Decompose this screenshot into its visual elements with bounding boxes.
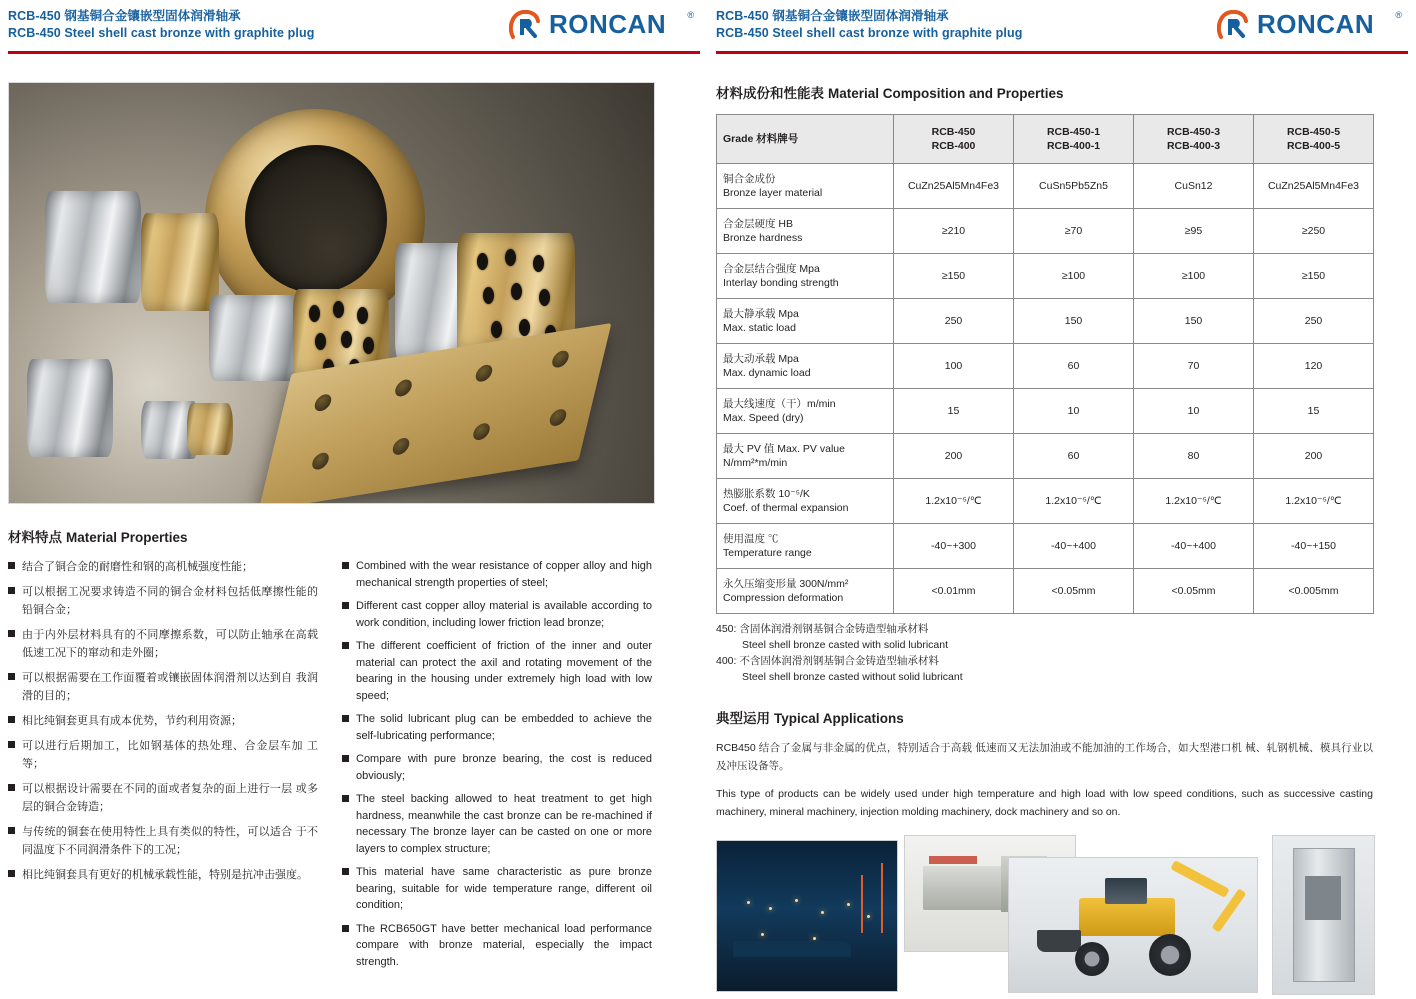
table-row [717,209,1374,254]
row-value: -40~+400 [1134,524,1254,569]
bullet-cn: 相比纯铜套更具有成本优势，节约利用资源； [8,712,318,730]
composition-heading-cn: 材料成份和性能表 [716,86,824,101]
header-rule-left [8,51,700,54]
row-label-cn: 永久压缩变形量 300N/mm² [723,578,849,590]
row-value: 15 [894,389,1014,434]
table-row [717,164,1374,209]
applications-text-cn: RCB450 结合了金属与非金属的优点，特别适合于高载 低速而又无法加油或不能加油的工作场合，如大型港口机 械、轧钢机械、模具行业以及冲压设备等。 [716,742,1373,772]
row-label [717,164,894,209]
row-label-cn: 最大动承载 Mpa [723,353,799,365]
table-row [717,434,1374,479]
bullet-cn: 与传统的铜套在使用特性上具有类似的特性，可以适合 于不同温度下不同润滑条件下的工况； [8,823,318,859]
registered-trademark-icon: ® [687,10,694,20]
row-value: 200 [894,434,1014,479]
row-value: 15 [1254,389,1374,434]
row-label [717,254,894,299]
row-value: -40~+300 [894,524,1014,569]
properties-column-en [342,558,652,977]
table-header-row [717,115,1374,164]
loader-wheel-front [1075,942,1109,976]
loader-boom [1170,860,1229,898]
ship-hull [733,941,851,957]
row-label-en: Interlay bonding strength [723,277,839,289]
row-label-en: Bronze hardness [723,232,803,244]
row-label [717,389,894,434]
bullet-cn: 由于内外层材料具有的不同摩擦系数，可以防止轴承在高载低速工况下的窜动和走外圈； [8,626,318,662]
table-header-col-3 [1134,115,1254,164]
bullet-cn: 可以根据工况要求铸造不同的铜合金材料包括低摩擦性能的铅铜合金； [8,583,318,619]
right-header-titles [716,8,1022,42]
material-composition-table [716,114,1374,614]
bullet-cn: 结合了铜合金的耐磨性和钢的高机械强度性能； [8,558,318,576]
bullet-en: The steel backing allowed to heat treatment to get high hardness, meanwhile the cast bronze can be re-machined if necessary The bronze layer can be casted on one or more layers to complex structure; [342,791,652,857]
col1-line2: RCB-400 [931,140,976,152]
material-table-wrap [716,114,1408,614]
row-label-en: Coef. of thermal expansion [723,502,849,514]
material-properties-heading-en: Material Properties [66,530,188,545]
bullet-en: Different cast copper alloy material is available according to work condition, including lower friction lead bronze; [342,598,652,631]
row-value: -40~+400 [1014,524,1134,569]
loader-wheel-rear [1149,934,1191,976]
table-row [717,479,1374,524]
row-label-en: Bronze layer material [723,187,823,199]
row-label-en: Max. static load [723,322,796,334]
row-value: ≥150 [894,254,1014,299]
machine-label [929,856,977,864]
bullet-cn: 相比纯铜套具有更好的机械承载性能，特别是抗冲击强度。 [8,866,318,884]
loader-cab [1105,878,1147,904]
row-value: ≥100 [1134,254,1254,299]
row-label-cn: 使用温度 ℃ [723,533,779,545]
bullet-cn: 可以进行后期加工，比如钢基体的热处理、合金层车加 工等； [8,737,318,773]
col2-line1: RCB-450-1 [1046,126,1101,138]
row-value: 1.2x10⁻⁵/℃ [894,479,1014,524]
material-properties-heading-cn: 材料特点 [8,530,62,545]
row-value: 100 [894,344,1014,389]
table-header-col-1 [894,115,1014,164]
row-value: ≥95 [1134,209,1254,254]
row-value: <0.01mm [894,569,1014,614]
table-header-col-4 [1254,115,1374,164]
bullet-en: Combined with the wear resistance of copper alloy and high mechanical strength properties of steel; [342,558,652,591]
col4-line1: RCB-450-5 [1286,126,1341,138]
row-value: 60 [1014,434,1134,479]
left-header [8,0,700,52]
right-title-cn: RCB-450 钢基铜合金镶嵌型固体润滑轴承 [716,9,949,23]
row-label [717,524,894,569]
product-photo [8,82,655,504]
table-row [717,344,1374,389]
header-rule-right [716,51,1408,54]
row-value: 1.2x10⁻⁵/℃ [1254,479,1374,524]
row-value: 250 [1254,299,1374,344]
registered-trademark-icon: ® [1395,10,1402,20]
logo-left [509,8,694,44]
table-row [717,299,1374,344]
row-value: 200 [1254,434,1374,479]
row-label-cn: 最大 PV 值 Max. PV value [723,443,845,455]
row-value: 120 [1254,344,1374,389]
row-value: 60 [1014,344,1134,389]
row-label [717,299,894,344]
bullet-cn: 可以根据需要在工作面覆着或镶嵌固体润滑剂以达到自 我润滑的目的； [8,669,318,705]
logo-wordmark: RONCAN [1257,9,1375,39]
logo-wordmark: RONCAN [549,9,667,39]
row-value: <0.005mm [1254,569,1374,614]
row-value: ≥210 [894,209,1014,254]
bullet-en: The solid lubricant plug can be embedded to achieve the self-lubricating performance; [342,711,652,744]
col4-line2: RCB-400-5 [1286,140,1341,152]
bronze-bushing-1 [141,213,219,311]
bullet-en: The RCB650GT have better mechanical load performance compare with bronze material, especially the impact strength. [342,921,652,971]
row-value: 150 [1134,299,1254,344]
row-value: CuZn25Al5Mn4Fe3 [1254,164,1374,209]
properties-column-cn [8,558,318,977]
application-photos [716,835,1373,995]
row-label-cn: 热膨胀系数 10⁻⁵/K [723,488,810,500]
steel-bushing-2 [209,295,301,381]
col3-line2: RCB-400-3 [1166,140,1221,152]
power-press-machine-photo [1272,835,1375,995]
row-label [717,434,894,479]
applications-heading-cn: 典型运用 [716,711,770,726]
right-page [708,0,1416,999]
row-value: 70 [1134,344,1254,389]
applications-heading [716,707,1408,727]
applications-heading-en: Typical Applications [774,711,904,726]
logo-right [1217,8,1402,44]
port-terminal-photo [716,840,898,992]
crane-mast-2 [861,875,863,933]
note-line: Steel shell bronze casted without solid lubricant [742,671,963,683]
bronze-ring-bore [245,145,387,293]
properties-columns [8,558,700,977]
col3-line1: RCB-450-3 [1166,126,1221,138]
row-value: 150 [1014,299,1134,344]
loader-dipper [1212,888,1247,932]
material-properties-heading [8,526,700,546]
table-row [717,569,1374,614]
composition-heading [716,82,1408,102]
row-label [717,569,894,614]
row-value: -40~+150 [1254,524,1374,569]
table-row [717,524,1374,569]
note-line: 400: 不含固体润滑剂钢基铜合金铸造型轴承材料 [716,655,939,667]
port-lights [717,841,897,991]
applications-text-en: This type of products can be widely used under high temperature and high load with low speed conditions, such as successive casting machinery, mineral machinery, injection molding machinery, dock machinery and so on. [716,788,1373,818]
row-value: ≥100 [1014,254,1134,299]
steel-bushing-4 [27,359,113,457]
table-header-grade: Grade 材料牌号 [717,115,894,164]
right-header [716,0,1408,52]
row-value: ≥250 [1254,209,1374,254]
roncan-logo-icon [509,10,543,40]
row-label-cn: 最大静承载 Mpa [723,308,799,320]
row-label-cn: 最大线速度（干）m/min [723,398,836,410]
row-label-en: N/mm²*m/min [723,457,788,469]
table-row [717,254,1374,299]
row-value: CuZn25Al5Mn4Fe3 [894,164,1014,209]
bullet-cn: 可以根据设计需要在不同的面或者复杂的面上进行一层 或多层的铜合金铸造； [8,780,318,816]
bronze-bushing-4 [187,403,233,455]
left-title-en: RCB-450 Steel shell cast bronze with graphite plug [8,26,315,40]
press-window [1305,876,1341,920]
note-line: 450: 含固体润滑剂钢基铜合金铸造型轴承材料 [716,623,929,635]
row-label-cn: 合金层硬度 HB [723,218,794,230]
row-value: 1.2x10⁻⁵/℃ [1134,479,1254,524]
row-value: ≥150 [1254,254,1374,299]
backhoe-loader-photo [1008,857,1258,993]
bullet-en: This material have same characteristic as pure bronze bearing, suitable for wide temperature range, different oil condition; [342,864,652,914]
table-row [717,389,1374,434]
col2-line2: RCB-400-1 [1046,140,1101,152]
row-value: 80 [1134,434,1254,479]
steel-bushing-1 [45,191,141,303]
table-header-col-2 [1014,115,1134,164]
row-label [717,209,894,254]
composition-heading-en: Material Composition and Properties [828,86,1064,101]
row-label-cn: 铜合金成份 [723,173,776,185]
bullet-en: The different coefficient of friction of the inner and outer material can protect the axil and rotating movement of the bearing in the housing under extremely high load with low speed; [342,638,652,704]
row-value: <0.05mm [1014,569,1134,614]
row-value: 10 [1014,389,1134,434]
bullet-en: Compare with pure bronze bearing, the cost is reduced obviously; [342,751,652,784]
table-notes [716,621,1408,685]
left-title-cn: RCB-450 钢基铜合金镶嵌型固体润滑轴承 [8,9,241,23]
row-value: 10 [1134,389,1254,434]
row-label-cn: 合金层结合强度 Mpa [723,263,820,275]
row-value: 1.2x10⁻⁵/℃ [1014,479,1134,524]
col1-line1: RCB-450 [931,126,976,138]
row-label-en: Temperature range [723,547,812,559]
row-value: 250 [894,299,1014,344]
note-line: Steel shell bronze casted with solid lubricant [742,639,949,651]
row-label-en: Max. Speed (dry) [723,412,804,424]
left-header-titles [8,8,314,42]
row-value: CuSn12 [1134,164,1254,209]
crane-mast-1 [881,863,883,933]
loader-bucket [1037,930,1081,952]
row-label [717,344,894,389]
row-label-en: Max. dynamic load [723,367,811,379]
row-value: <0.05mm [1134,569,1254,614]
row-value: ≥70 [1014,209,1134,254]
right-title-en: RCB-450 Steel shell cast bronze with graphite plug [716,26,1023,40]
row-label-en: Compression deformation [723,592,844,604]
row-value: CuSn5Pb5Zn5 [1014,164,1134,209]
roncan-logo-icon [1217,10,1251,40]
row-label [717,479,894,524]
